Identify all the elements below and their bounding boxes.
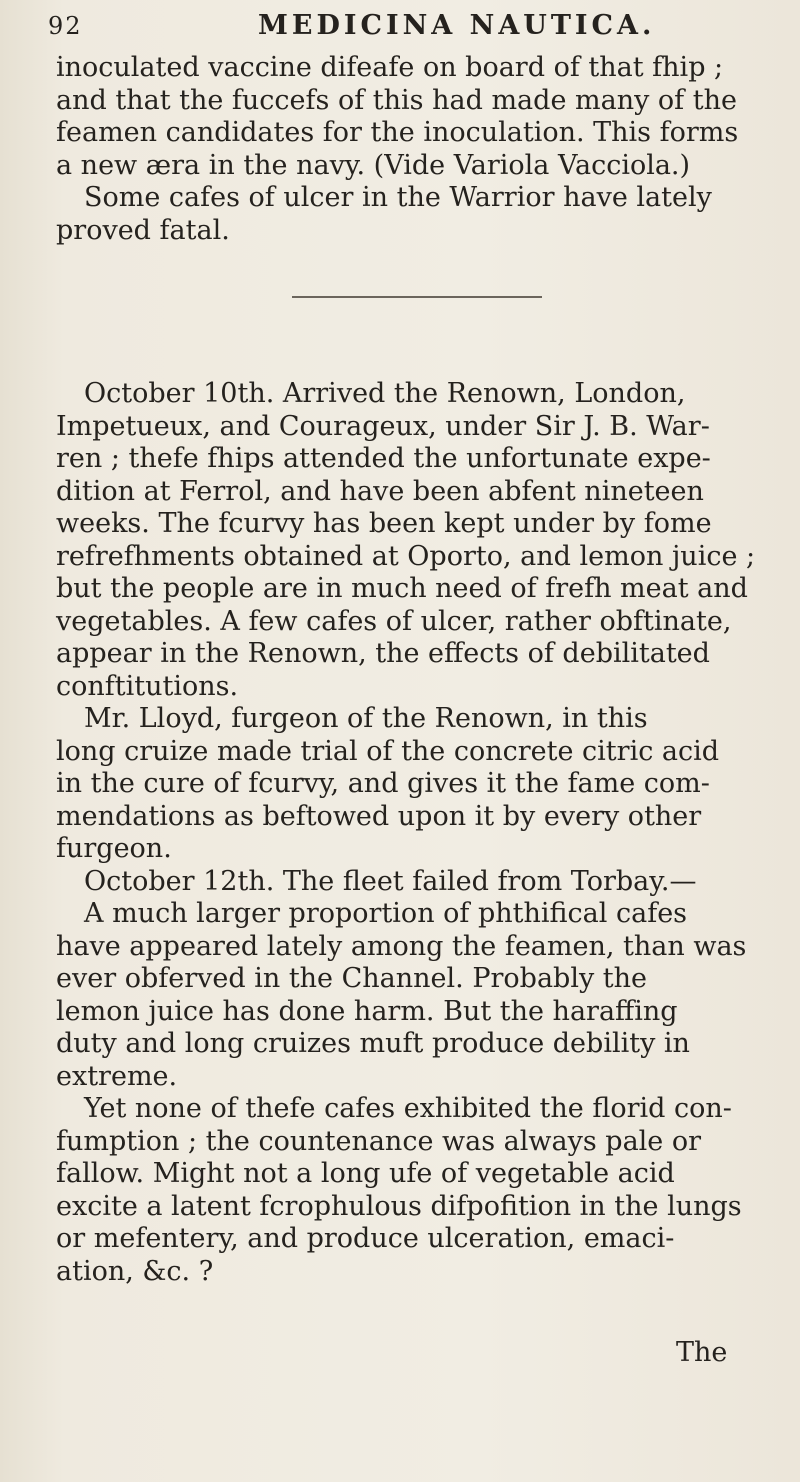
text-line: vegetables. A few cafes of ulcer, rather obftinate, — [56, 605, 732, 637]
section-divider — [292, 296, 542, 298]
text-line: a new æra in the navy. (Vide Variola Vacciola.) — [56, 149, 691, 181]
journal-entries — [56, 378, 776, 1288]
text-line: Yet none of thefe cafes exhibited the florid con- — [84, 1093, 732, 1124]
text-line: excite a latent fcrophulous difpofition in the lungs — [56, 1190, 742, 1222]
text-line: ation, &c. ? — [56, 1255, 214, 1287]
text-line: ever obferved in the Channel. Probably the — [56, 963, 648, 994]
text-line: have appeared lately among the feamen, than was — [56, 930, 747, 962]
text-line: extreme. — [56, 1060, 178, 1092]
text-line: A much larger proportion of phthifical cafes — [84, 898, 688, 929]
text-line: dition at Ferrol, and have been abfent nineteen — [56, 475, 704, 507]
text-line: duty and long cruizes muft produce debility in — [56, 1028, 690, 1059]
text-line: appear in the Renown, the effects of debilitated — [56, 638, 710, 669]
text-line: long cruize made trial of the concrete citric acid — [56, 735, 720, 767]
text-line: or mefentery, and produce ulceration, emaci- — [56, 1223, 675, 1254]
text-line: weeks. The fcurvy has been kept under by fome — [56, 508, 712, 539]
text-line: proved fatal. — [56, 214, 230, 246]
text-line: October 10th. Arrived the Renown, London, — [84, 378, 686, 409]
catchword: The — [676, 1337, 728, 1368]
text-line: feamen candidates for the inoculation. This forms — [56, 117, 739, 148]
text-line: Some cafes of ulcer in the Warrior have lately — [84, 182, 712, 213]
text-line: Mr. Lloyd, furgeon of the Renown, in this — [84, 703, 648, 734]
text-line: in the cure of fcurvy, and gives it the fame com- — [56, 768, 710, 799]
text-line: conftitutions. — [56, 670, 239, 702]
text-line: mendations as beftowed upon it by every other — [56, 800, 702, 832]
text-line: October 12th. The fleet failed from Torbay.— — [84, 865, 697, 897]
text-line: fallow. Might not a long ufe of vegetable acid — [56, 1158, 675, 1189]
text-line: Impetueux, and Courageux, under Sir J. B. War- — [56, 410, 710, 442]
page-header — [48, 10, 760, 50]
text-line: ren ; thefe fhips attended the unfortunate expe- — [56, 443, 711, 474]
text-line: inoculated vaccine difeafe on board of that fhip ; — [56, 52, 724, 83]
text-line: fumption ; the countenance was always pale or — [56, 1125, 702, 1157]
paragraph-inoculation — [56, 52, 776, 247]
text-line: but the people are in much need of frefh meat and — [56, 573, 748, 604]
text-line: furgeon. — [56, 833, 172, 864]
running-title: MEDICINA NAUTICA. — [258, 10, 656, 41]
text-line: lemon juice has done harm. But the haraffing — [56, 995, 678, 1027]
page-number: 92 — [48, 12, 83, 40]
text-line: and that the fuccefs of this had made many of the — [56, 84, 737, 116]
text-line: refrefhments obtained at Oporto, and lemon juice ; — [56, 540, 756, 572]
